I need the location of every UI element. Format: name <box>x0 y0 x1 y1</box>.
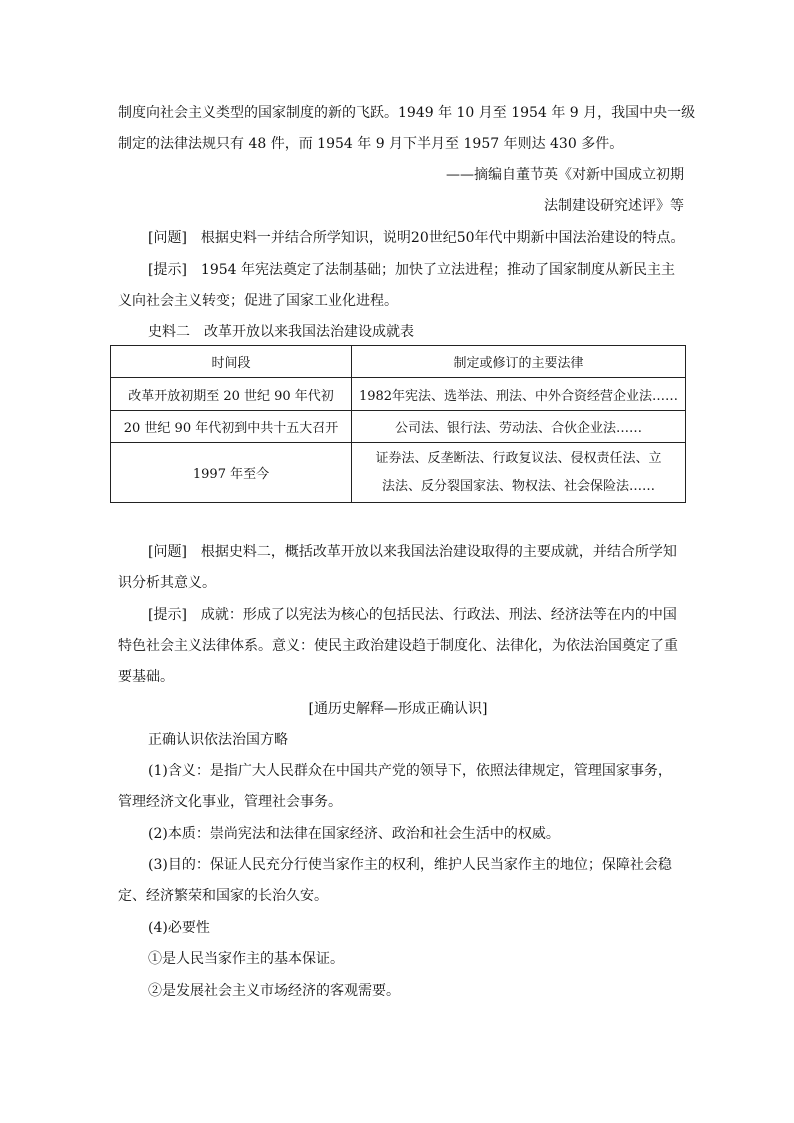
source-line2: 法制建设研究述评》等 <box>544 198 684 214</box>
table-row <box>111 443 686 503</box>
laws-cell-line2: 法法、反分裂国家法、物权法、社会保险法…… <box>381 478 655 494</box>
period-cell: 20 世纪 90 年代初到中共十五大召开 <box>111 411 352 443</box>
para1-line2: 制定的法律法规只有 48 件，而 1954 年 9 月下半月至 1957 年则达 430 多件。 <box>118 136 624 152</box>
law-achievements-table <box>110 345 686 503</box>
point3-line2: 定、经济繁荣和国家的长治久安。 <box>118 888 328 904</box>
laws-cell <box>352 443 686 503</box>
laws-cell: 公司法、银行法、劳动法、合伙企业法…… <box>352 411 686 443</box>
table-header-row <box>111 346 686 378</box>
period-cell: 1997 年至今 <box>111 443 352 503</box>
point2: (2)本质：崇尚宪法和法律在国家经济、政治和社会生活中的权威。 <box>148 826 560 842</box>
question2-line1: [问题] 根据史料二，概括改革开放以来我国法治建设取得的主要成就，并结合所学知 <box>148 544 677 560</box>
material2-title: 史料二 改革开放以来我国法治建设成就表 <box>148 324 414 340</box>
topic-title: 正确认识依法治国方略 <box>148 732 288 748</box>
sub-point1: ①是人民当家作主的基本保证。 <box>148 951 344 967</box>
para1-line1: 制度向社会主义类型的国家制度的新的飞跃。1949 年 10 月至 1954 年 9 月，我国中央一级 <box>118 105 696 121</box>
hint1-line1: [提示] 1954 年宪法奠定了法制基础；加快了立法进程；推动了国家制度从新民主主 <box>148 262 676 278</box>
question2-line2: 识分析其意义。 <box>118 575 216 591</box>
header-laws: 制定或修订的主要法律 <box>352 346 686 378</box>
header-period: 时间段 <box>111 346 352 378</box>
hint2-line1: [提示] 成就：形成了以宪法为核心的包括民法、行政法、刑法、经济法等在内的中国 <box>148 607 677 623</box>
point1-line2: 管理经济文化事业，管理社会事务。 <box>118 794 342 810</box>
period-cell: 改革开放初期至 20 世纪 90 年代初 <box>111 378 352 411</box>
source-line1: ——摘编自董节英《对新中国成立初期 <box>446 167 684 183</box>
point1-line1: (1)含义：是指广大人民群众在中国共产党的领导下，依照法律规定，管理国家事务， <box>148 763 672 779</box>
laws-cell-line1: 证券法、反垄断法、行政复议法、侵权责任法、立 <box>375 450 662 466</box>
section-heading: [通历史解释—形成正确认识] <box>308 701 488 717</box>
hint2-line3: 要基础。 <box>118 669 174 685</box>
table-row <box>111 411 686 443</box>
hint1-line2: 义向社会主义转变；促进了国家工业化进程。 <box>118 293 398 309</box>
point3-line1: (3)目的：保证人民充分行使当家作主的权利，维护人民当家作主的地位；保障社会稳 <box>148 857 672 873</box>
table-row <box>111 378 686 411</box>
hint2-line2: 特色社会主义法律体系。意义：使民主政治建设趋于制度化、法律化，为依法治国奠定了重 <box>118 638 678 654</box>
laws-cell: 1982年宪法、选举法、刑法、中外合资经营企业法…… <box>352 378 686 411</box>
question1: [问题] 根据史料一并结合所学知识，说明20世纪50年代中期新中国法治建设的特点。 <box>148 230 685 246</box>
sub-point2: ②是发展社会主义市场经济的客观需要。 <box>148 983 400 999</box>
point4: (4)必要性 <box>148 920 210 936</box>
